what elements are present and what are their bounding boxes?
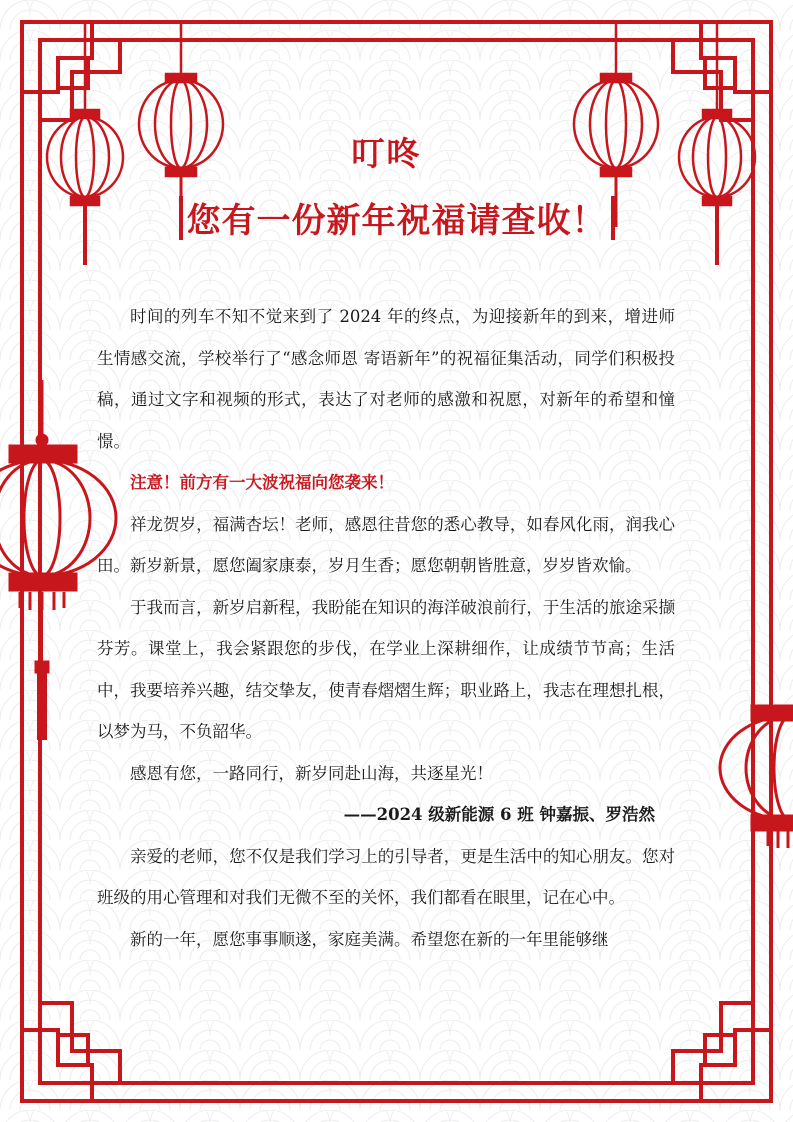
title-line-1: 叮咚	[351, 134, 422, 173]
paragraph-intro: 时间的列车不知不觉来到了 2024 年的终点，为迎接新年的到来，增进师生情感交流，学校举行了“感念师恩 寄语新年”的祝福征集活动，同学们积极投稿，通过文字和视频的形式，表达了对老师的感激和祝愿，对新年的希望和憧憬。	[97, 307, 675, 451]
lantern-icon	[712, 680, 793, 860]
paragraph-new-year: 新的一年，愿您事事顺遂，家庭美满。希望您在新的一年里能够继	[130, 929, 609, 949]
paragraph-blessing: 祥龙贺岁，福满杏坛！老师，感恩往昔您的悉心教导，如春风化雨，润我心田。新岁新景，愿您阖家康泰，岁月生香；愿您朝朝皆胜意，岁岁皆欢愉。	[97, 514, 675, 575]
signature-line: ——2024 级新能源 6 班 钟嘉振、罗浩然	[343, 805, 655, 824]
paragraph-teacher: 亲爱的老师，您不仅是我们学习上的引导者，更是生活中的知心朋友。您对班级的用心管理和对我们无微不至的关怀，我们都看在眼里，记在心中。	[97, 846, 675, 907]
letter-body	[97, 296, 675, 960]
paragraph-gratitude: 感恩有您，一路同行，新岁同赴山海，共逐星光！	[130, 763, 493, 783]
title-line-2: 您有一份新年祝福请查收！	[186, 201, 607, 241]
title-accent-bar	[611, 196, 615, 240]
title-line-2-wrap	[179, 193, 615, 242]
title-block	[0, 128, 793, 244]
paragraph-aspiration: 于我而言，新岁启新程，我盼能在知识的海洋破浪前行，于生活的旅途采撷芬芳。课堂上，我会紧跟您的步伐，在学业上深耕细作，让成绩节节高；生活中，我要培养兴趣，结交挚友，使青春熠熠生辉；职业路上，我志在理想扎根，以梦为马，不负韶华。	[97, 597, 675, 741]
notice-line: 注意！前方有一大波祝福向您袭来！	[130, 473, 394, 492]
